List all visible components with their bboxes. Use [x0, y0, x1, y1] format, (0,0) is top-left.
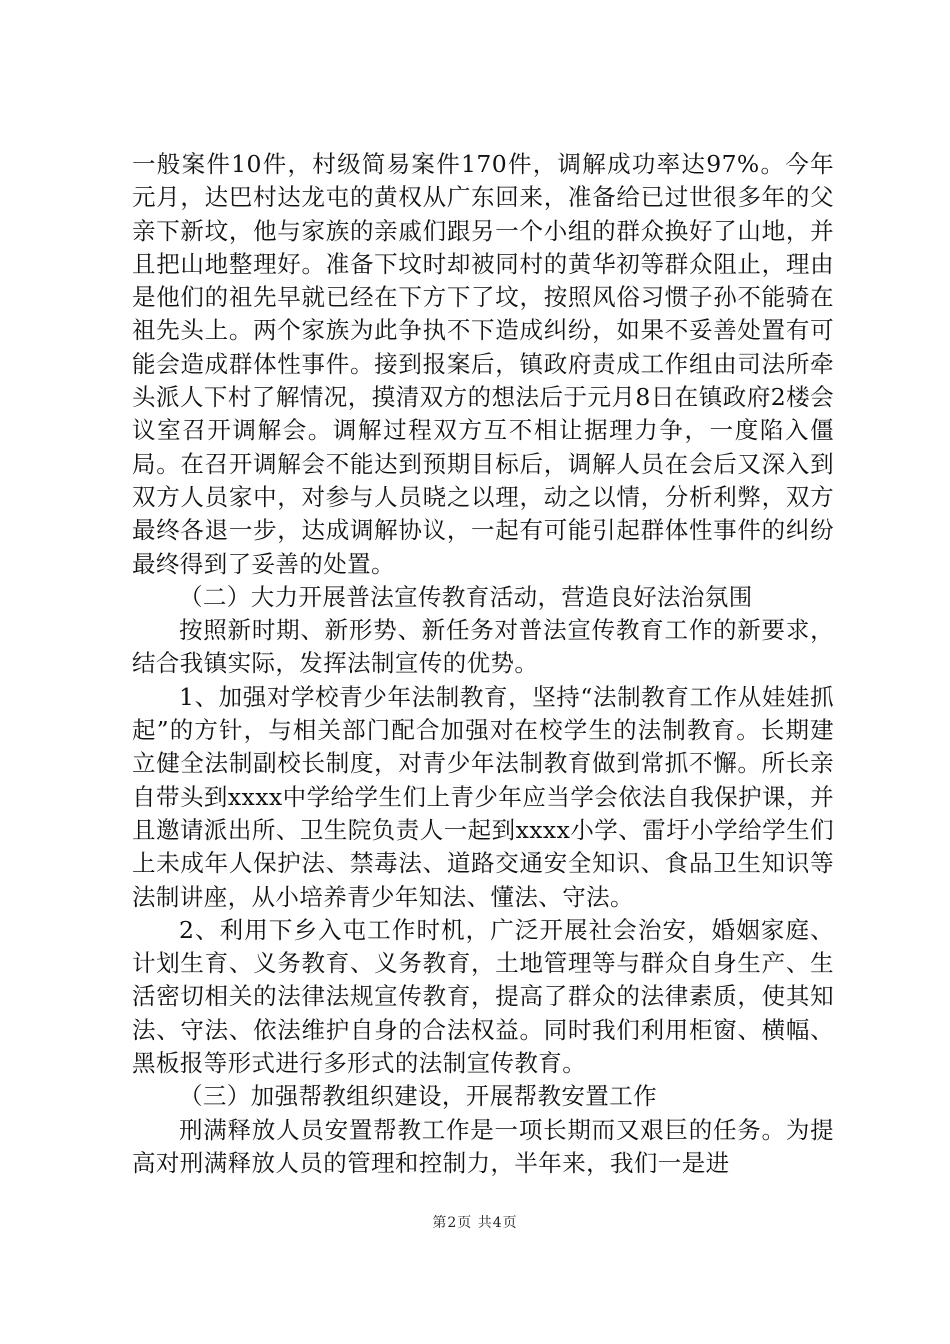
page-number-footer: 第2页 共4页 [432, 1215, 518, 1231]
paragraph-school-education: 1、加强对学校青少年法制教育，坚持“法制教育工作从娃娃抓起”的方针，与相关部门配合加强对在校学生的法制教育。长期建立健全法制副校长制度，对青少年法制教育做到常抓不懈。所长亲自带头到xxxx中学给学生们上青少年应当学会依法自我保护课，并且邀请派出所、卫生院负责人一起到xxxx小学、雷圩小学给学生们上未成年人保护法、禁毒法、道路交通安全知识、食品卫生知识等法制讲座，从小培养青少年知法、懂法、守法。 [132, 682, 834, 911]
document-body [132, 148, 834, 1180]
paragraph-released-persons: 刑满释放人员安置帮教工作是一项长期而又艰巨的任务。为提高对刑满释放人员的管理和控制力，半年来，我们一是进 [132, 1115, 834, 1177]
paragraph-village-publicity: 2、利用下乡入屯工作时机，广泛开展社会治安，婚姻家庭、计划生育、义务教育、义务教育，土地管理等与群众自身生产、生活密切相关的法律法规宣传教育，提高了群众的法律素质，使其知法、守法、依法维护自身的合法权益。同时我们利用柜窗、横幅、黑板报等形式进行多形式的法制宣传教育。 [132, 915, 834, 1078]
paragraph-case-mediation: 一般案件10件，村级简易案件170件，调解成功率达97%。今年元月，达巴村达龙屯的黄权从广东回来，准备给已过世很多年的父亲下新坟，他与家族的亲戚们跟另一个小组的群众换好了山地，并且把山地整理好。准备下坟时却被同村的黄华初等群众阻止，理由是他们的祖先早就已经在下方下了坟，按照风俗习惯子孙不能骑在祖先头上。两个家族为此争执不下造成纠纷，如果不妥善处置有可能会造成群体性事件。接到报案后，镇政府责成工作组由司法所牵头派人下村了解情况，摸清双方的想法后于元月8日在镇政府2楼会议室召开调解会。调解过程双方互不相让据理力争，一度陷入僵局。在召开调解会不能达到预期目标后，调解人员在会后又深入到双方人员家中，对参与人员晓之以理，动之以情，分析利弊，双方最终各退一步，达成调解协议，一起有可能引起群体性事件的纠纷最终得到了妥善的处置。 [132, 150, 834, 578]
section-heading-legal-education: （二）大力开展普法宣传教育活动，营造良好法治氛围 [179, 582, 753, 611]
section-heading-assistance: （三）加强帮教组织建设，开展帮教安置工作 [179, 1082, 657, 1111]
paragraph-legal-education-intro: 按照新时期、新形势、新任务对普法宣传教育工作的新要求，结合我镇实际，发挥法制宣传的优势。 [132, 616, 834, 678]
